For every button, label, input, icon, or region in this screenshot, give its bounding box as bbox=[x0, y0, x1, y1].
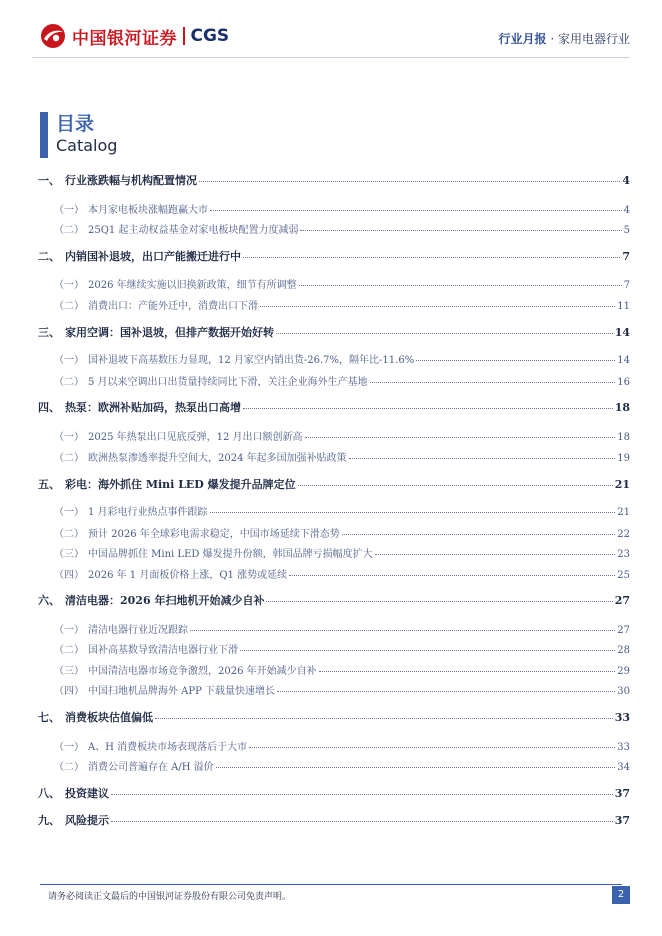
toc-leader-dots bbox=[260, 301, 615, 307]
toc-entry-page: 5 bbox=[623, 225, 630, 236]
footer-disclaimer: 请务必阅读正文最后的中国银河证券股份有限公司免责声明。 bbox=[48, 892, 292, 902]
toc-entry-title: 消费板块估值偏低 bbox=[65, 711, 153, 724]
toc-entry-number: （二） bbox=[54, 762, 84, 773]
toc-entry-subsection[interactable] bbox=[38, 525, 630, 540]
brand-name-cn: 中国银河证券 bbox=[72, 28, 177, 49]
toc-leader-dots bbox=[216, 762, 616, 768]
toc-entry-subsection[interactable] bbox=[38, 221, 630, 236]
toc-entry-number: （四） bbox=[54, 570, 84, 581]
toc-entry-number: 六、 bbox=[38, 594, 60, 607]
toc-leader-dots bbox=[111, 789, 613, 796]
toc-entry-number: 九、 bbox=[38, 814, 60, 827]
toc-entry-section[interactable] bbox=[38, 812, 630, 828]
toc-entry-section[interactable] bbox=[38, 399, 630, 415]
toc-entry-number: （二） bbox=[54, 225, 84, 236]
toc-entry-page: 37 bbox=[614, 787, 630, 800]
toc-entry-number: （二） bbox=[54, 453, 84, 464]
toc-entry-number: （四） bbox=[54, 686, 84, 697]
toc-entry-number: （二） bbox=[54, 301, 84, 312]
toc-entry-page: 7 bbox=[622, 250, 630, 263]
header-separator: · bbox=[550, 32, 555, 46]
toc-entry-page: 30 bbox=[617, 686, 630, 697]
toc-entry-title: 国补退坡下高基数压力显现，12 月家空内销出货-26.7%，隔年比-11.6% bbox=[88, 355, 415, 366]
toc-entry-section[interactable] bbox=[38, 592, 630, 608]
toc-leader-dots bbox=[111, 816, 613, 823]
toc-entry-title: 内销国补退坡，出口产能搬迁进行中 bbox=[65, 250, 241, 263]
toc-leader-dots bbox=[190, 625, 615, 631]
toc-entry-page: 11 bbox=[617, 301, 630, 312]
toc-entry-number: （三） bbox=[54, 549, 84, 560]
toc-leader-dots bbox=[277, 686, 615, 692]
toc-entry-subsection[interactable] bbox=[38, 566, 630, 581]
toc-entry-number: （一） bbox=[54, 432, 84, 443]
toc-entry-number: （一） bbox=[54, 205, 84, 216]
toc-entry-number: 八、 bbox=[38, 787, 60, 800]
footer-divider bbox=[40, 884, 622, 885]
toc-entry-number: 一、 bbox=[38, 174, 60, 187]
industry-name: 家用电器行业 bbox=[557, 32, 630, 46]
header-divider bbox=[32, 57, 630, 58]
toc-entry-title: 中国清洁电器市场竞争激烈，2026 年开始减少自补 bbox=[88, 666, 317, 677]
toc-entry-page: 4 bbox=[623, 205, 630, 216]
toc-entry-page: 27 bbox=[617, 625, 630, 636]
toc-entry-title: 25Q1 起主动权益基金对家电板块配置力度减弱 bbox=[88, 225, 299, 236]
toc-entry-title: A、H 消费板块市场表现落后于大市 bbox=[88, 742, 248, 753]
toc-leader-dots bbox=[416, 355, 615, 361]
toc-entry-page: 22 bbox=[617, 529, 630, 540]
toc-leader-dots bbox=[243, 403, 613, 410]
toc-entry-subsection[interactable] bbox=[38, 758, 630, 773]
toc-leader-dots bbox=[249, 742, 615, 748]
toc-entry-title: 清洁电器行业近况跟踪 bbox=[88, 625, 188, 636]
toc-entry-page: 14 bbox=[617, 355, 630, 366]
toc-entry-subsection[interactable] bbox=[38, 297, 630, 312]
toc-entry-subsection[interactable] bbox=[38, 545, 630, 560]
toc-leader-dots bbox=[342, 529, 615, 535]
toc-leader-dots bbox=[289, 570, 615, 576]
galaxy-logo-icon bbox=[40, 23, 66, 49]
toc-entry-page: 21 bbox=[617, 507, 630, 518]
toc-entry-number: 二、 bbox=[38, 250, 60, 263]
toc-leader-dots bbox=[319, 666, 616, 672]
toc-entry-page: 7 bbox=[623, 280, 630, 291]
toc-entry-title: 5 月以来空调出口出货量持续同比下滑，关注企业海外生产基地 bbox=[88, 377, 368, 388]
toc-entry-page: 18 bbox=[617, 432, 630, 443]
toc-entry-title: 清洁电器：2026 年扫地机开始减少自补 bbox=[65, 594, 265, 607]
toc-entry-section[interactable] bbox=[38, 476, 630, 492]
toc-title-en: Catalog bbox=[56, 136, 118, 155]
toc-entry-subsection[interactable] bbox=[38, 276, 630, 291]
toc-entry-title: 行业涨跌幅与机构配置情况 bbox=[65, 174, 197, 187]
toc-entry-title: 欧洲热泵渗透率提升空间大，2024 年起多国加强补贴政策 bbox=[88, 453, 347, 464]
brand-divider bbox=[183, 27, 185, 45]
toc-entry-section[interactable] bbox=[38, 324, 630, 340]
toc-entry-number: （三） bbox=[54, 666, 84, 677]
toc-entry-number: （一） bbox=[54, 625, 84, 636]
toc-entry-title: 1 月彩电行业热点事件跟踪 bbox=[88, 507, 208, 518]
report-type: 行业月报 bbox=[498, 32, 547, 46]
toc-entry-title: 中国品牌抓住 Mini LED 爆发提升份额，韩国品牌亏损幅度扩大 bbox=[88, 549, 373, 560]
toc-entry-page: 25 bbox=[617, 570, 630, 581]
toc-entry-subsection[interactable] bbox=[38, 662, 630, 677]
toc-entry-page: 27 bbox=[614, 594, 630, 607]
toc-entry-page: 16 bbox=[617, 377, 630, 388]
toc-entry-subsection[interactable] bbox=[38, 449, 630, 464]
toc-leader-dots bbox=[300, 225, 621, 231]
toc-entry-subsection[interactable] bbox=[38, 682, 630, 697]
toc-entry-number: （一） bbox=[54, 742, 84, 753]
toc-entry-number: （二） bbox=[54, 529, 84, 540]
toc-entry-title: 2025 年热泵出口见底反弹，12 月出口额创新高 bbox=[88, 432, 303, 443]
toc-entry-title: 投资建议 bbox=[65, 787, 109, 800]
toc-leader-dots bbox=[240, 645, 615, 651]
toc-leader-dots bbox=[305, 432, 616, 438]
toc-entry-number: （二） bbox=[54, 645, 84, 656]
toc-entry-number: （二） bbox=[54, 377, 84, 388]
toc-title-cn: 目录 bbox=[56, 113, 95, 135]
toc-entry-title: 彩电：海外抓住 Mini LED 爆发提升品牌定位 bbox=[65, 478, 296, 491]
toc-entry-page: 34 bbox=[617, 762, 630, 773]
toc-entry-page: 4 bbox=[622, 174, 630, 187]
toc-entry-title: 2026 年 1 月面板价格上涨，Q1 涨势或延续 bbox=[88, 570, 288, 581]
toc-entry-subsection[interactable] bbox=[38, 373, 630, 388]
toc-entry-section[interactable] bbox=[38, 248, 630, 264]
toc-entry-subsection[interactable] bbox=[38, 428, 630, 443]
toc-entry-number: （一） bbox=[54, 280, 84, 291]
toc-entry-subsection[interactable] bbox=[38, 503, 630, 518]
toc-entry-subsection[interactable] bbox=[38, 201, 630, 216]
toc-entry-title: 风险提示 bbox=[65, 814, 109, 827]
toc-entry-title: 本月家电板块涨幅跑赢大市 bbox=[88, 205, 208, 216]
toc-leader-dots bbox=[243, 252, 620, 259]
toc-leader-dots bbox=[199, 176, 620, 183]
toc-leader-dots bbox=[266, 596, 612, 603]
toc-entry-page: 37 bbox=[614, 814, 630, 827]
toc-leader-dots bbox=[210, 507, 616, 513]
toc-entry-section[interactable] bbox=[38, 709, 630, 725]
toc-entry-title: 中国扫地机品牌海外 APP 下载量快速增长 bbox=[88, 686, 276, 697]
toc-entry-number: 四、 bbox=[38, 401, 60, 414]
toc-entry-title: 热泵：欧洲补贴加码，热泵出口高增 bbox=[65, 401, 241, 414]
brand-logo bbox=[40, 23, 229, 49]
toc-entry-title: 国补高基数导致清洁电器行业下滑 bbox=[88, 645, 238, 656]
toc-leader-dots bbox=[210, 205, 622, 211]
toc-entry-number: （一） bbox=[54, 355, 84, 366]
toc-leader-dots bbox=[375, 549, 616, 555]
toc-entry-number: 三、 bbox=[38, 326, 60, 339]
toc-entry-number: 七、 bbox=[38, 711, 60, 724]
toc-entry-title: 消费出口：产能外迁中，消费出口下滑 bbox=[88, 301, 258, 312]
toc-leader-dots bbox=[298, 480, 613, 487]
toc-entry-title: 预计 2026 年全球彩电需求稳定，中国市场延续下滑态势 bbox=[88, 529, 340, 540]
toc-entry-subsection[interactable] bbox=[38, 738, 630, 753]
toc-entry-page: 19 bbox=[617, 453, 630, 464]
toc-entry-page: 14 bbox=[614, 326, 630, 339]
toc-entry-section[interactable] bbox=[38, 172, 630, 188]
toc-entry-page: 33 bbox=[614, 711, 630, 724]
page-header bbox=[0, 0, 662, 70]
toc-entry-title: 家用空调：国补退坡，但排产数据开始好转 bbox=[65, 326, 274, 339]
toc-entry-page: 29 bbox=[617, 666, 630, 677]
toc-entry-section[interactable] bbox=[38, 785, 630, 801]
toc-entry-title: 2026 年继续实施以旧换新政策，细节有所调整 bbox=[88, 280, 297, 291]
toc-entry-number: （一） bbox=[54, 507, 84, 518]
report-category bbox=[498, 30, 630, 47]
toc-heading-bar bbox=[40, 112, 48, 158]
toc-entry-subsection[interactable] bbox=[38, 621, 630, 636]
toc-leader-dots bbox=[299, 280, 622, 286]
toc-leader-dots bbox=[370, 377, 616, 383]
toc-entry-page: 18 bbox=[614, 401, 630, 414]
toc-entry-page: 33 bbox=[617, 742, 630, 753]
toc-leader-dots bbox=[349, 453, 616, 459]
toc-entry-title: 消费公司普遍存在 A/H 溢价 bbox=[88, 762, 214, 773]
toc-entry-subsection[interactable] bbox=[38, 351, 630, 366]
toc-entry-number: 五、 bbox=[38, 478, 60, 491]
toc-entry-page: 23 bbox=[617, 549, 630, 560]
brand-name-en: CGS bbox=[190, 26, 230, 46]
toc-entry-subsection[interactable] bbox=[38, 641, 630, 656]
toc-leader-dots bbox=[155, 713, 613, 720]
page-number: 2 bbox=[612, 886, 630, 904]
toc-entry-page: 28 bbox=[617, 645, 630, 656]
toc-entry-page: 21 bbox=[614, 478, 630, 491]
toc-leader-dots bbox=[276, 328, 613, 335]
